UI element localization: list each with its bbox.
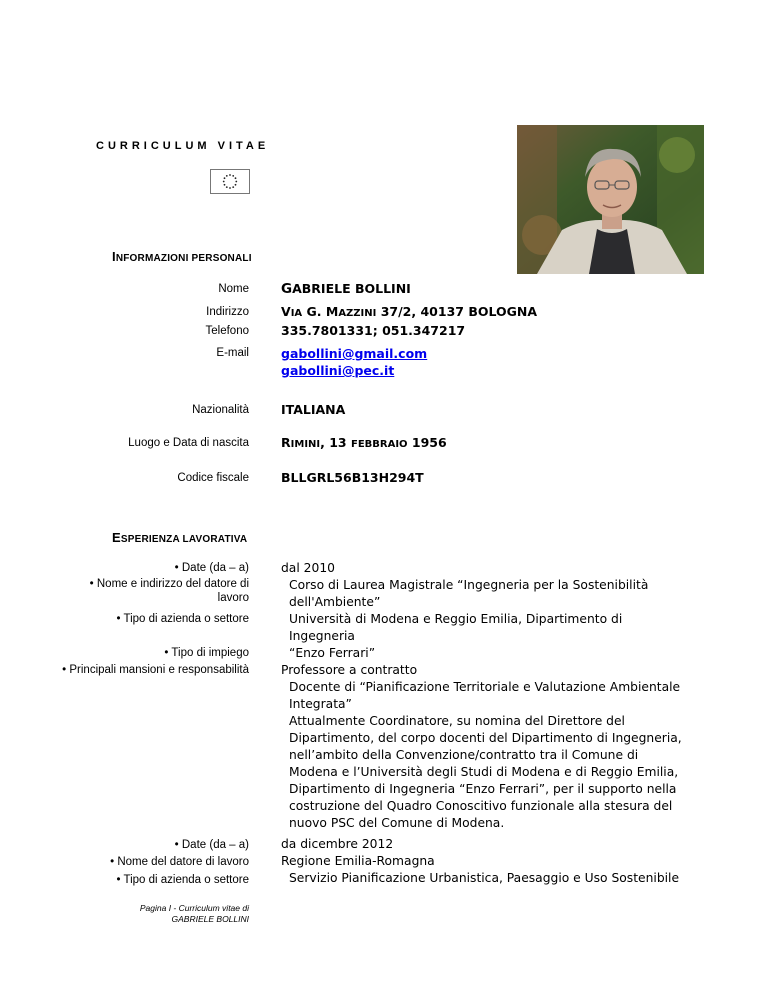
page-footer: Pagina I - Curriculum vitae di GABRIELE BOLLINI: [139, 903, 249, 924]
job1-employer-line2: dell'Ambiente”: [289, 595, 381, 609]
job1-employer-line1: Corso di Laurea Magistrale “Ingegneria per la Sostenibilità: [289, 578, 649, 592]
job1-duty-line: Attualmente Coordinatore, su nomina del Direttore del: [289, 714, 625, 728]
label-job2-employer: • Nome del datore di lavoro: [110, 856, 249, 868]
section-experience: ESPERIENZA LAVORATIVA: [112, 530, 248, 545]
job1-duty-line: nell’ambito della Convenzione/contratto tra il Comune di: [289, 748, 639, 762]
document-title: CURRICULUM VITAE: [96, 140, 270, 152]
label-job2-sector: • Tipo di azienda o settore: [116, 874, 249, 886]
job1-duty-line: Integrata”: [289, 697, 352, 711]
value-nome: GABRIELE BOLLINI: [281, 281, 411, 297]
job1-duty-line: Docente di “Pianificazione Territoriale e Valutazione Ambientale: [289, 680, 681, 694]
label-indirizzo: Indirizzo: [206, 306, 249, 318]
value-nazionalita: ITALIANA: [281, 402, 346, 417]
label-job2-date: • Date (da – a): [174, 839, 249, 851]
section-personal-info: INFORMAZIONI PERSONALI: [112, 249, 252, 264]
job2-date: da dicembre 2012: [281, 837, 394, 851]
label-job1-sector: • Tipo di azienda o settore: [116, 613, 249, 625]
email-link-1[interactable]: gabollini@gmail.com: [281, 346, 428, 361]
job1-duty-line: costruzione del Quadro Conoscitivo funzionale alla stesura del: [289, 799, 673, 813]
label-job1-duties: • Principali mansioni e responsabilità: [62, 664, 249, 676]
job2-details: [281, 836, 691, 887]
job1-sector-line2: “Enzo Ferrari”: [289, 646, 376, 660]
label-nascita: Luogo e Data di nascita: [128, 437, 249, 449]
label-job1-date: • Date (da – a): [174, 562, 249, 574]
label-job1-employer: • Nome e indirizzo del datore di lavoro: [89, 578, 249, 604]
job1-duty-line: nuovo PSC del Comune di Modena.: [289, 816, 505, 830]
job1-type: Professore a contratto: [281, 663, 418, 677]
job1-duty-line: Dipartimento di Ingegneria “Enzo Ferrari”, per il supporto nella: [289, 782, 677, 796]
job2-sector: Servizio Pianificazione Urbanistica, Paesaggio e Uso Sostenibile: [289, 871, 680, 885]
eu-flag-icon: [210, 169, 250, 194]
job1-sector-line1: Università di Modena e Reggio Emilia, Dipartimento di Ingegneria: [289, 612, 623, 643]
job1-duty-line: Modena e l’Università degli Studi di Modena e di Reggio Emilia,: [289, 765, 679, 779]
email-link-2[interactable]: gabollini@pec.it: [281, 363, 395, 378]
value-codice-fiscale: BLLGRL56B13H294T: [281, 470, 424, 485]
label-nome: Nome: [218, 283, 249, 295]
label-email: E-mail: [216, 347, 249, 359]
label-codice-fiscale: Codice fiscale: [177, 472, 249, 484]
label-nazionalita: Nazionalità: [192, 404, 249, 416]
label-telefono: Telefono: [205, 325, 249, 337]
job2-employer: Regione Emilia-Romagna: [281, 854, 435, 868]
value-nascita: RIMINI, 13 FEBBRAIO 1956: [281, 435, 447, 450]
job1-date: dal 2010: [281, 561, 335, 575]
job1-details: [281, 560, 691, 832]
job1-duty-line: Dipartimento, del corpo docenti del Dipartimento di Ingegneria,: [289, 731, 682, 745]
value-indirizzo: VIA G. MAZZINI 37/2, 40137 BOLOGNA: [281, 304, 538, 319]
value-telefono: 335.7801331; 051.347217: [281, 323, 466, 338]
portrait-photo: [517, 125, 704, 274]
label-job1-type: • Tipo di impiego: [164, 647, 249, 659]
